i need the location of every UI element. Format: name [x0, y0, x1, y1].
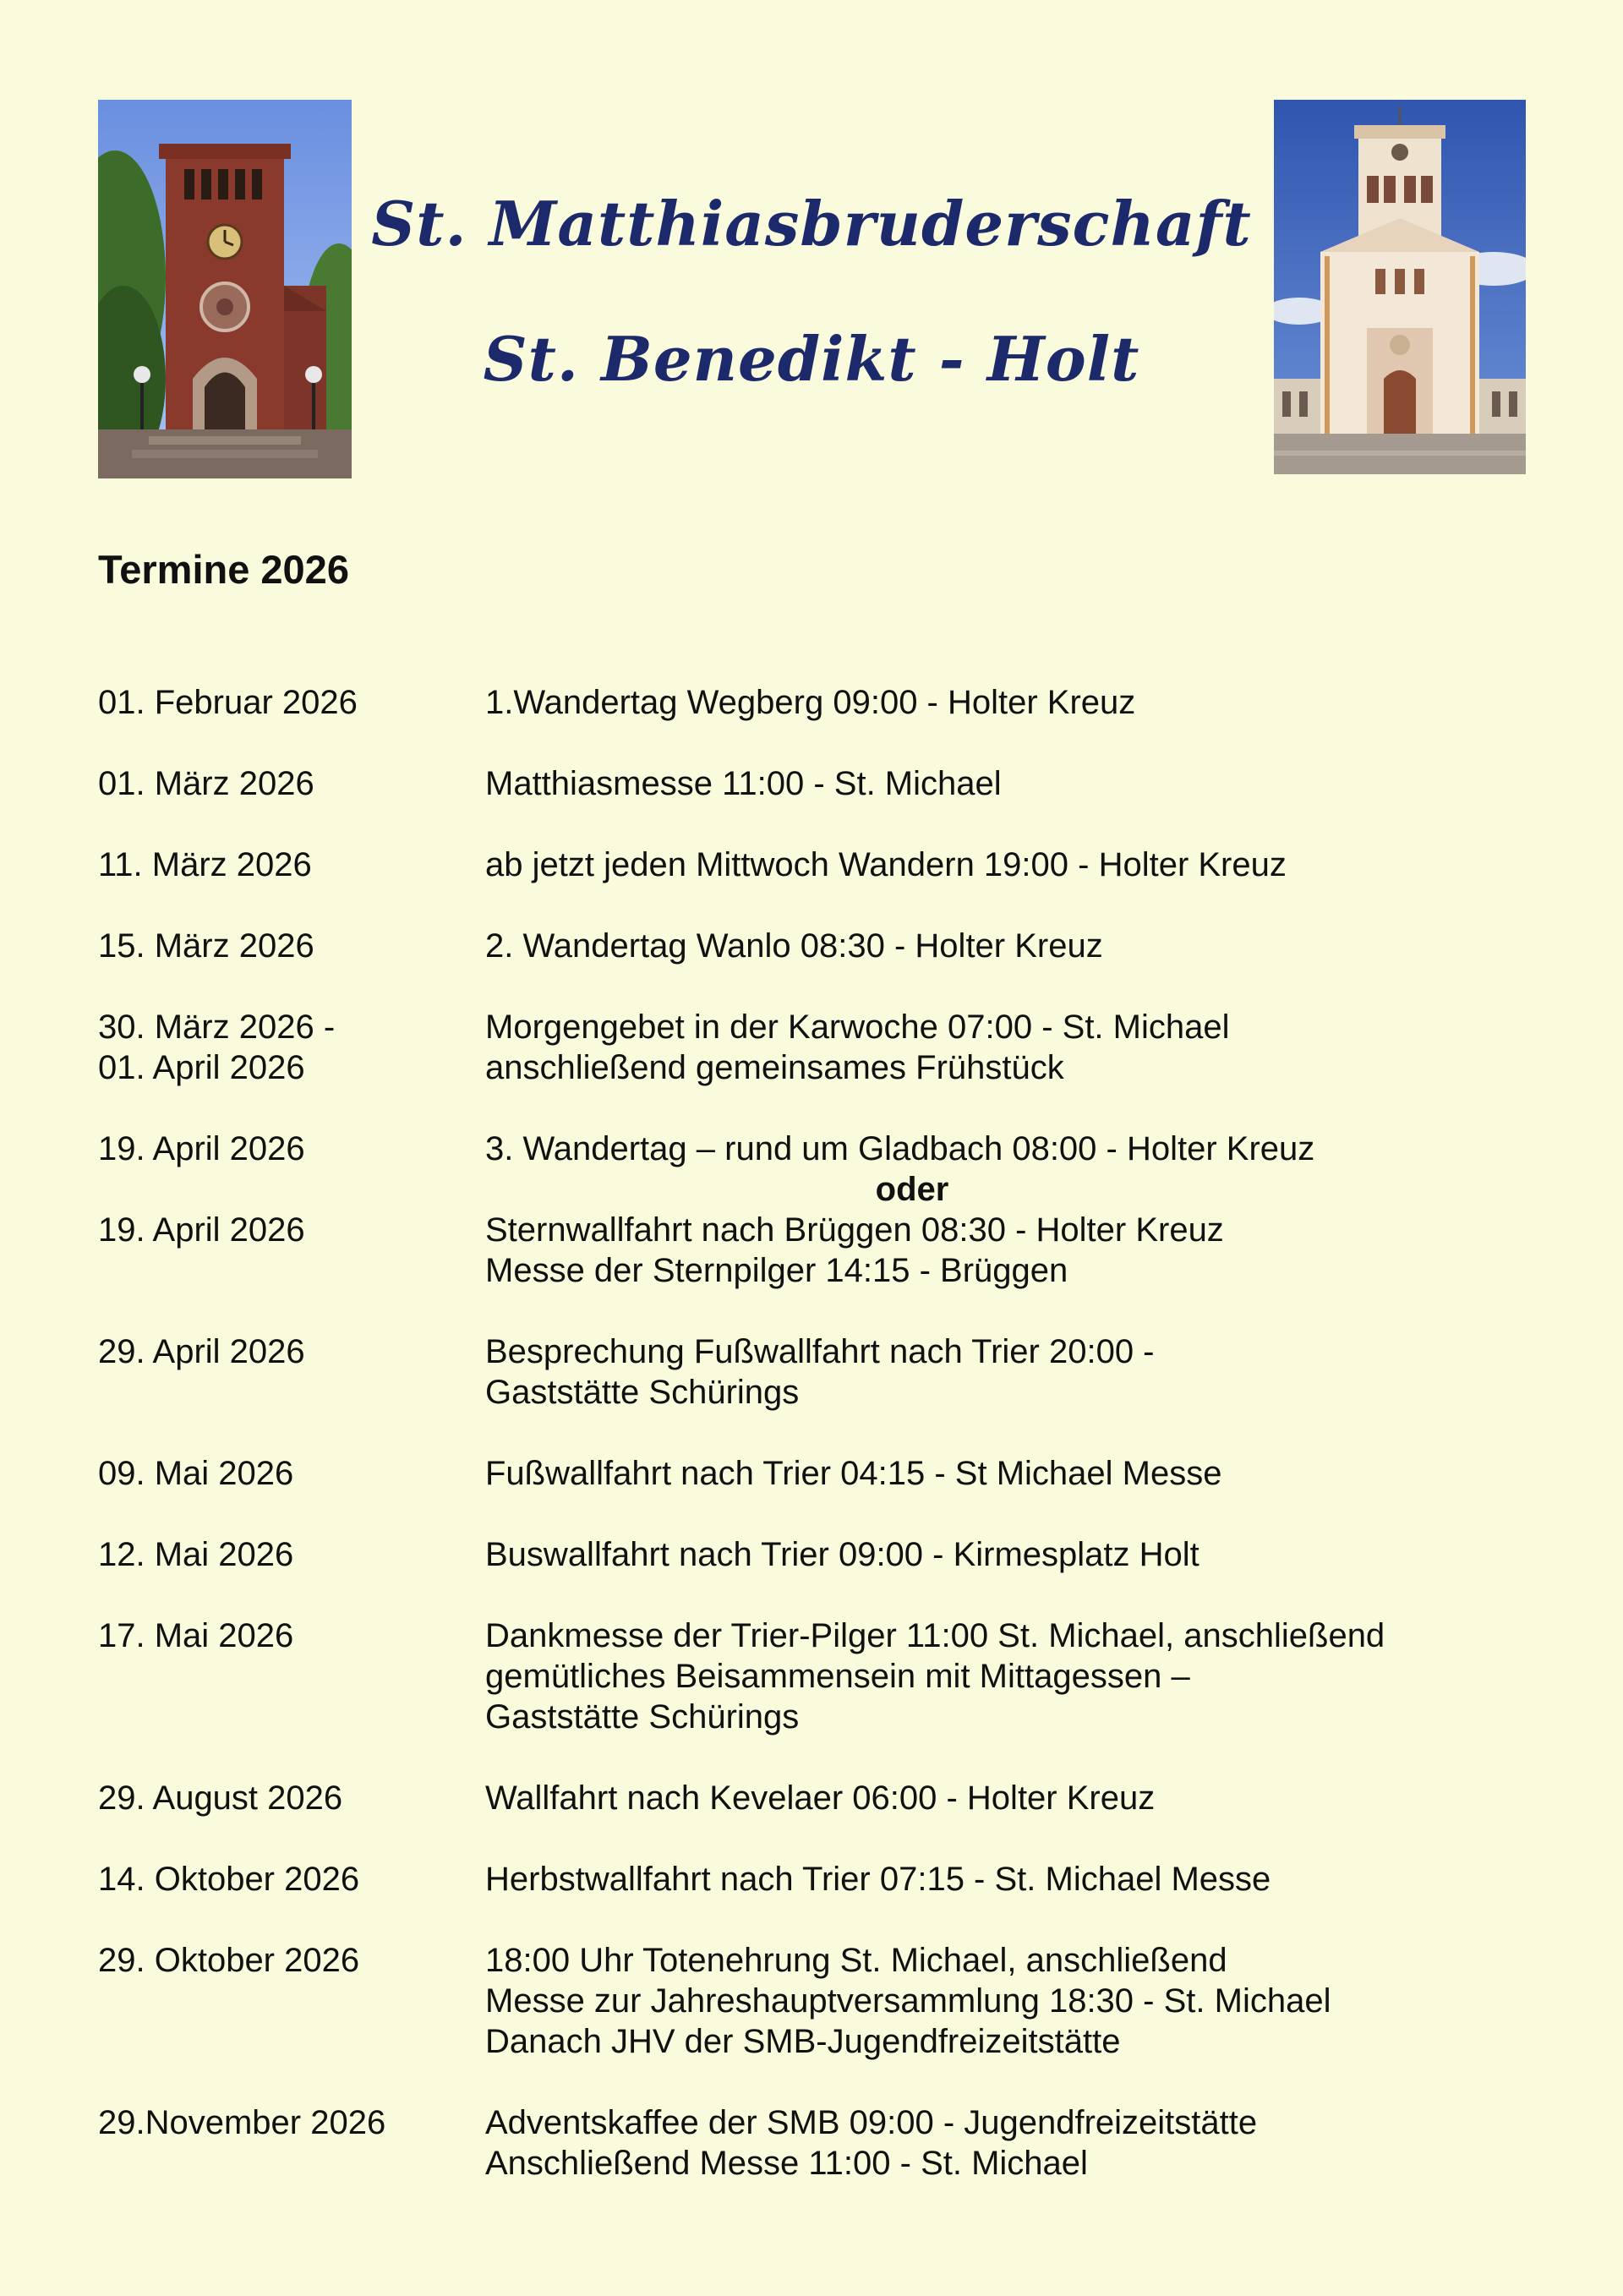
page-heading: Termine 2026 — [98, 547, 349, 592]
schedule-entry — [98, 1859, 1552, 1900]
entry-description — [485, 1615, 1552, 1737]
entry-description — [485, 1331, 1552, 1413]
entry-description — [485, 682, 1552, 723]
entry-date — [98, 1129, 485, 1210]
description-line: 1.Wandertag Wegberg 09:00 - Holter Kreuz — [485, 684, 1136, 721]
schedule-entry — [98, 1453, 1552, 1494]
entry-description — [485, 2102, 1552, 2184]
church-tower-photo — [98, 100, 352, 478]
date-line: 09. Mai 2026 — [98, 1455, 294, 1492]
schedule-entry — [98, 2102, 1552, 2184]
entry-description — [485, 1453, 1552, 1494]
description-line: 18:00 Uhr Totenehrung St. Michael, anschließend — [485, 1942, 1227, 1979]
schedule-entry — [98, 926, 1552, 966]
description-line: Besprechung Fußwallfahrt nach Trier 20:00 - — [485, 1333, 1155, 1370]
date-line: 29.November 2026 — [98, 2104, 386, 2141]
schedule-entry — [98, 1615, 1552, 1737]
alternative-connector: oder — [875, 1171, 949, 1208]
entry-date — [98, 1453, 485, 1494]
schedule-entry — [98, 1534, 1552, 1575]
title-line-2: St. Benedikt - Holt — [483, 323, 1140, 395]
description-line: Gaststätte Schürings — [485, 1698, 800, 1736]
schedule-entry — [98, 1210, 1552, 1291]
entry-date — [98, 1940, 485, 2062]
entry-date — [98, 926, 485, 966]
entry-date — [98, 1859, 485, 1900]
description-line: Adventskaffee der SMB 09:00 - Jugendfreizeitstätte — [485, 2104, 1258, 2141]
schedule-entry — [98, 1778, 1552, 1818]
date-line: 01. März 2026 — [98, 765, 314, 802]
date-line: 01. Februar 2026 — [98, 684, 358, 721]
description-line: Danach JHV der SMB-Jugendfreizeitstätte — [485, 2023, 1121, 2060]
entry-date — [98, 1210, 485, 1291]
entry-date — [98, 2102, 485, 2184]
schedule-entry — [98, 1007, 1552, 1088]
date-line: 11. März 2026 — [98, 846, 312, 883]
description-line: Anschließend Messe 11:00 - St. Michael — [485, 2145, 1088, 2182]
description-line: Wallfahrt nach Kevelaer 06:00 - Holter Kreuz — [485, 1779, 1156, 1817]
description-line: gemütliches Beisammensein mit Mittagessen – — [485, 1658, 1190, 1695]
description-line: Matthiasmesse 11:00 - St. Michael — [485, 765, 1002, 802]
schedule-entry — [98, 1129, 1552, 1210]
schedule-entry — [98, 1331, 1552, 1413]
entry-description — [485, 845, 1552, 885]
description-line: Gaststätte Schürings — [485, 1374, 800, 1411]
date-line: 29. April 2026 — [98, 1333, 305, 1370]
entry-description — [485, 1778, 1552, 1818]
description-line: 3. Wandertag – rund um Gladbach 08:00 - Holter Kreuz — [485, 1130, 1315, 1167]
date-line: 14. Oktober 2026 — [98, 1861, 360, 1898]
date-line: 01. April 2026 — [98, 1049, 305, 1086]
entry-date — [98, 1007, 485, 1088]
entry-description — [485, 763, 1552, 804]
description-line: 2. Wandertag Wanlo 08:30 - Holter Kreuz — [485, 927, 1103, 965]
entry-description — [485, 1007, 1552, 1088]
entry-date — [98, 763, 485, 804]
entry-description — [485, 1859, 1552, 1900]
entry-description — [485, 1940, 1552, 2062]
description-line: Messe zur Jahreshauptversammlung 18:30 - St. Michael — [485, 1982, 1331, 2020]
description-line: Dankmesse der Trier-Pilger 11:00 St. Michael, anschließend — [485, 1617, 1385, 1654]
date-line: 19. April 2026 — [98, 1130, 305, 1167]
description-line: Sternwallfahrt nach Brüggen 08:30 - Holter Kreuz — [485, 1211, 1224, 1249]
entry-date — [98, 1778, 485, 1818]
description-line: Buswallfahrt nach Trier 09:00 - Kirmesplatz Holt — [485, 1536, 1199, 1573]
date-line: 19. April 2026 — [98, 1211, 305, 1249]
date-line: 30. März 2026 - — [98, 1009, 336, 1046]
entry-date — [98, 1534, 485, 1575]
schedule-list — [98, 682, 1552, 2224]
date-line: 15. März 2026 — [98, 927, 314, 965]
entry-description — [485, 1129, 1552, 1210]
description-line: Herbstwallfahrt nach Trier 07:15 - St. Michael Messe — [485, 1861, 1271, 1898]
date-line: 17. Mai 2026 — [98, 1617, 294, 1654]
description-line: ab jetzt jeden Mittwoch Wandern 19:00 - Holter Kreuz — [485, 846, 1287, 883]
description-line: anschließend gemeinsames Frühstück — [485, 1049, 1064, 1086]
description-line: Morgengebet in der Karwoche 07:00 - St. Michael — [485, 1009, 1230, 1046]
entry-date — [98, 845, 485, 885]
description-line: Fußwallfahrt nach Trier 04:15 - St Michael Messe — [485, 1455, 1222, 1492]
entry-date — [98, 1331, 485, 1413]
date-line: 12. Mai 2026 — [98, 1536, 294, 1573]
description-line: Messe der Sternpilger 14:15 - Brüggen — [485, 1252, 1068, 1289]
abbey-facade-photo — [1274, 100, 1526, 474]
date-line: 29. August 2026 — [98, 1779, 343, 1817]
entry-date — [98, 1615, 485, 1737]
entry-description — [485, 926, 1552, 966]
entry-date — [98, 682, 485, 723]
schedule-entry — [98, 682, 1552, 723]
entry-description — [485, 1210, 1552, 1291]
schedule-entry — [98, 1940, 1552, 2062]
schedule-entry — [98, 845, 1552, 885]
entry-description — [485, 1534, 1552, 1575]
date-line: 29. Oktober 2026 — [98, 1942, 360, 1979]
title-line-1: St. Matthiasbruderschaft — [371, 188, 1252, 260]
schedule-entry — [98, 763, 1552, 804]
